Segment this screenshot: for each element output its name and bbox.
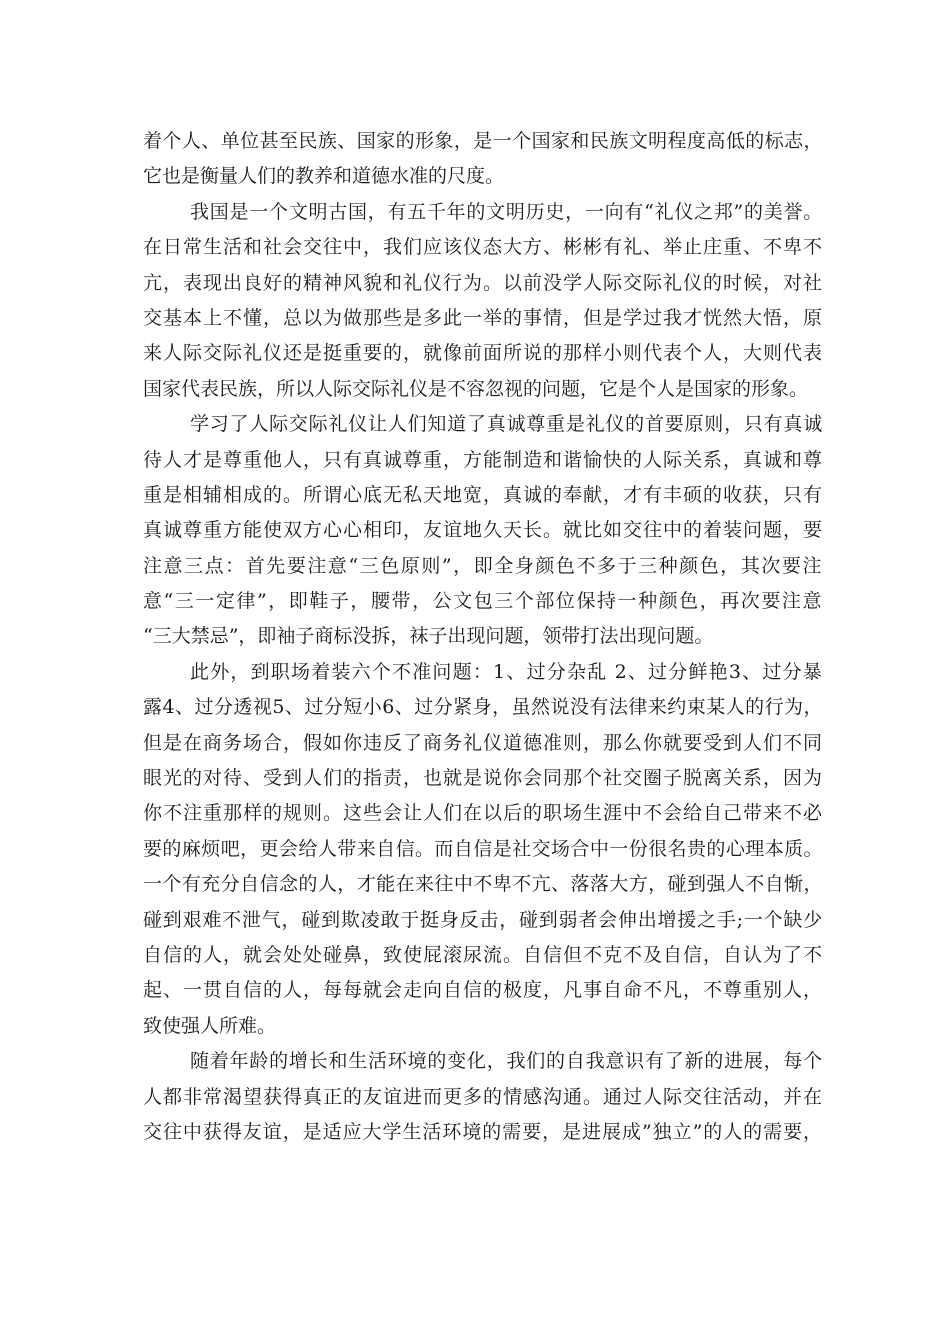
text-line-content: 碰到艰难不泄气，碰到欺凌敢于挺身反击，碰到弱者会伸出增援之手;一个缺少 bbox=[143, 908, 823, 931]
text-line-content: 国家代表民族，所以人际交际礼仪是不容忽视的问题，它是个人是国家的形象。 bbox=[143, 377, 809, 400]
text-line-content: 交往中获得友谊，是适应大学生活环境的需要，是进展成”独立”的人的需要， bbox=[143, 1120, 823, 1143]
text-line-content: 此外，到职场着装六个不准问题：1、过分杂乱 2、过分鲜艳3、过分暴 bbox=[190, 660, 823, 683]
text-line bbox=[143, 938, 823, 973]
text-line bbox=[143, 124, 823, 159]
text-line bbox=[143, 443, 823, 478]
text-line bbox=[143, 1044, 823, 1079]
text-line bbox=[143, 266, 823, 301]
text-line-content: 着个人、单位甚至民族、国家的形象，是一个国家和民族文明程度高低的标志， bbox=[143, 130, 823, 152]
text-line-content: 人都非常渴望获得真正的友谊进而更多的情感沟通。通过人际交往活动，并在 bbox=[143, 1085, 823, 1108]
text-line-content: 随着年龄的增长和生活环境的变化，我们的自我意识有了新的进展，每个 bbox=[190, 1050, 823, 1073]
text-line-content: 学习了人际交际礼仪让人们知道了真诚尊重是礼仪的首要原则，只有真诚 bbox=[190, 413, 823, 436]
text-line-content: 重是相辅相成的。所谓心底无私天地宽，真诚的奉献，才有丰硕的收获，只有 bbox=[143, 483, 823, 506]
document-body bbox=[143, 124, 823, 1150]
text-line bbox=[143, 549, 823, 584]
text-line bbox=[143, 1080, 823, 1115]
text-line bbox=[143, 159, 823, 194]
text-line bbox=[143, 619, 823, 654]
text-line bbox=[143, 336, 823, 371]
text-line bbox=[143, 513, 823, 548]
text-line bbox=[143, 195, 823, 230]
text-line-content: 致使强人所难。 bbox=[143, 1014, 277, 1037]
text-line-content: 起、一贯自信的人，每每就会走向自信的极度，凡事自命不凡，不尊重别人， bbox=[143, 979, 823, 1002]
text-line bbox=[143, 832, 823, 867]
text-line bbox=[143, 301, 823, 336]
text-line bbox=[143, 372, 823, 407]
text-line bbox=[143, 903, 823, 938]
text-line-content: 意“三一定律”，即鞋子，腰带，公文包三个部位保持一种颜色，再次要注意 bbox=[143, 590, 823, 613]
text-line-content: 交基本上不懂，总以为做那些是多此一举的事情，但是学过我才恍然大悟，原 bbox=[143, 306, 823, 329]
text-line-content: 真诚尊重方能使双方心心相印，友谊地久天长。就比如交往中的着装问题，要 bbox=[143, 519, 823, 542]
text-line-content: 待人才是尊重他人，只有真诚尊重，方能制造和谐愉快的人际关系，真诚和尊 bbox=[143, 448, 823, 471]
text-line-content: 亢，表现出良好的精神风貌和礼仪行为。以前没学人际交际礼仪的时候，对社 bbox=[143, 271, 823, 294]
text-line-content: 但是在商务场合，假如你违反了商务礼仪道德准则，那么你就要受到人们不同 bbox=[143, 731, 823, 754]
text-line bbox=[143, 761, 823, 796]
text-line-content: 在日常生活和社会交往中，我们应该仪态大方、彬彬有礼、举止庄重、不卑不 bbox=[143, 236, 823, 259]
text-line-content: 要的麻烦吧，更会给人带来自信。而自信是社交场合中一份很名贵的心理本质。 bbox=[143, 837, 823, 860]
text-line-content: 露4、过分透视5、过分短小6、过分紧身，虽然说没有法律来约束某人的行为， bbox=[143, 696, 823, 719]
text-line-content: 自信的人，就会处处碰鼻，致使屁滚尿流。自信但不克不及自信，自认为了不 bbox=[143, 943, 823, 966]
text-line bbox=[143, 973, 823, 1008]
text-line bbox=[143, 796, 823, 831]
text-line-content: 眼光的对待、受到人们的指责，也就是说你会同那个社交圈子脱离关系，因为 bbox=[143, 767, 823, 790]
text-line-content: “三大禁忌”，即袖子商标没拆，袜子出现问题，领带打法出现问题。 bbox=[143, 625, 714, 648]
text-line bbox=[143, 584, 823, 619]
text-line bbox=[143, 230, 823, 265]
text-line-content: 注意三点：首先要注意“三色原则”，即全身颜色不多于三种颜色，其次要注 bbox=[143, 554, 823, 577]
text-line bbox=[143, 407, 823, 442]
text-line bbox=[143, 1115, 823, 1150]
text-line-content: 它也是衡量人们的教养和道德水准的尺度。 bbox=[143, 165, 505, 188]
text-line bbox=[143, 1009, 823, 1044]
text-line bbox=[143, 867, 823, 902]
text-line-content: 你不注重那样的规则。这些会让人们在以后的职场生涯中不会给自己带来不必 bbox=[143, 802, 823, 825]
text-line-content: 我国是一个文明古国，有五千年的文明历史，一向有“礼仪之邦”的美誉。 bbox=[190, 200, 823, 223]
text-line bbox=[143, 726, 823, 761]
text-line-content: 来人际交际礼仪还是挺重要的，就像前面所说的那样小则代表个人，大则代表 bbox=[143, 342, 823, 365]
text-line bbox=[143, 690, 823, 725]
text-line bbox=[143, 655, 823, 690]
text-line-content: 一个有充分自信念的人，才能在来往中不卑不亢、落落大方，碰到强人不自惭， bbox=[143, 873, 823, 896]
text-line bbox=[143, 478, 823, 513]
